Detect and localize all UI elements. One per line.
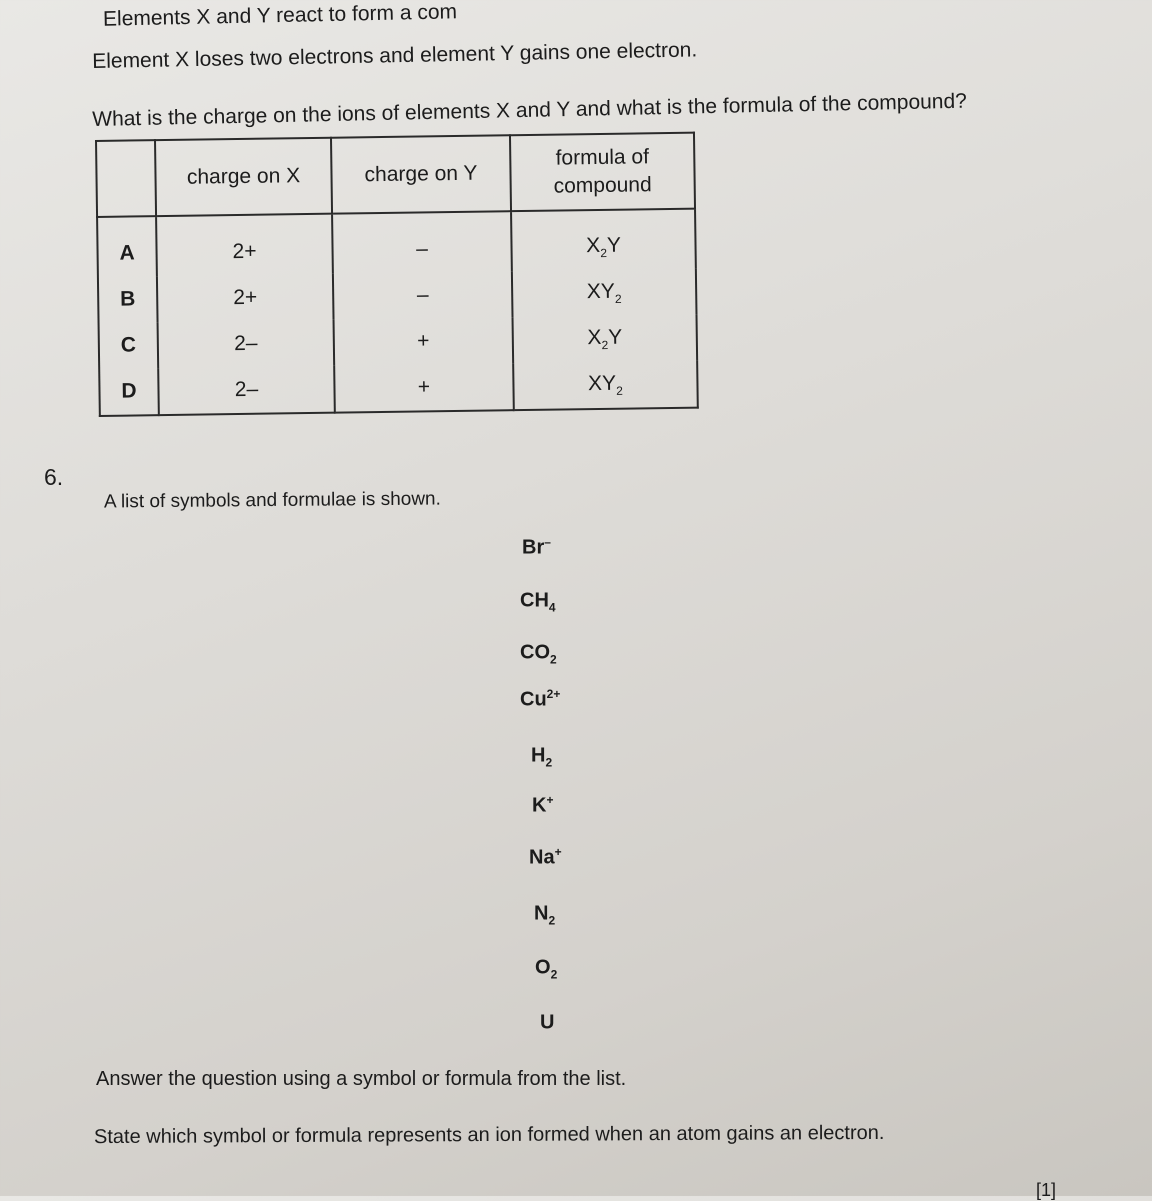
- answer-instruction: Answer the question using a symbol or formula from the list.: [96, 1068, 626, 1091]
- table-row: [99, 361, 698, 416]
- symbol-list-item: Na+: [529, 845, 562, 872]
- answer-options-table: [95, 132, 699, 417]
- option-letter: C: [99, 322, 159, 369]
- charge-y-cell: –: [332, 211, 512, 273]
- q5-intro-line: Elements X and Y react to form a com: [103, 0, 457, 31]
- table-row: [97, 209, 696, 277]
- charge-x-cell: 2+: [156, 214, 333, 276]
- formula-subscript: 2: [601, 338, 608, 352]
- table-row: [99, 315, 698, 369]
- charge-y-cell: +: [334, 317, 514, 365]
- formula-tail: Y: [607, 234, 621, 257]
- formula-base: X: [587, 326, 601, 349]
- table-header-row: [96, 133, 695, 217]
- symbol-list-item: $Cu^{2+}$: [520, 687, 560, 714]
- formula-subscript: 2: [615, 292, 622, 306]
- charge-x-cell: 2–: [158, 366, 335, 415]
- charge-x-cell: 2+: [157, 274, 334, 322]
- formula-cell: [513, 361, 698, 411]
- table-header-formula: formula of compound: [510, 133, 695, 212]
- charge-y-cell: +: [334, 363, 514, 412]
- marks-label: [1]: [1036, 1180, 1056, 1201]
- symbol-list-item: K+: [532, 793, 553, 820]
- question-number: 6.: [44, 464, 63, 491]
- option-letter: B: [98, 276, 158, 323]
- list-intro: A list of symbols and formulae is shown.: [104, 489, 441, 514]
- formula-subscript: 2: [616, 384, 623, 398]
- formula-cell: [512, 269, 697, 318]
- symbol-list-item: $N_2$: [534, 901, 555, 928]
- symbol-list-item: $H_2$: [531, 743, 552, 770]
- symbol-list-item: $CO_2$: [520, 640, 557, 667]
- symbol-list-item: $O_2$: [535, 955, 557, 982]
- formula-base: XY: [587, 280, 615, 303]
- formula-base: XY: [588, 372, 616, 395]
- symbol-list-item: Br–: [522, 535, 551, 562]
- charge-x-cell: 2–: [158, 320, 335, 368]
- formula-tail: Y: [608, 326, 622, 349]
- q5-question: What is the charge on the ions of elements X and Y and what is the formula of the compound?: [92, 90, 967, 132]
- charge-y-cell: –: [333, 271, 513, 319]
- table-row: [98, 269, 697, 323]
- q5-statement: Element X loses two electrons and element Y gains one electron.: [92, 38, 697, 74]
- table-header-blank: [96, 140, 156, 217]
- formula-base: X: [586, 234, 600, 257]
- formula-cell: [513, 315, 698, 364]
- table-header-charge-y: charge on Y: [331, 135, 511, 213]
- symbol-list-item: U: [540, 1010, 554, 1037]
- formula-subscript: 2: [600, 246, 607, 260]
- question-text: State which symbol or formula represents an ion formed when an atom gains an electron.: [94, 1122, 885, 1149]
- formula-cell: [511, 209, 696, 272]
- table-header-charge-x: charge on X: [155, 138, 332, 216]
- option-letter: D: [99, 368, 159, 416]
- symbol-list-item: $CH_4$: [520, 588, 556, 615]
- option-letter: A: [97, 216, 157, 277]
